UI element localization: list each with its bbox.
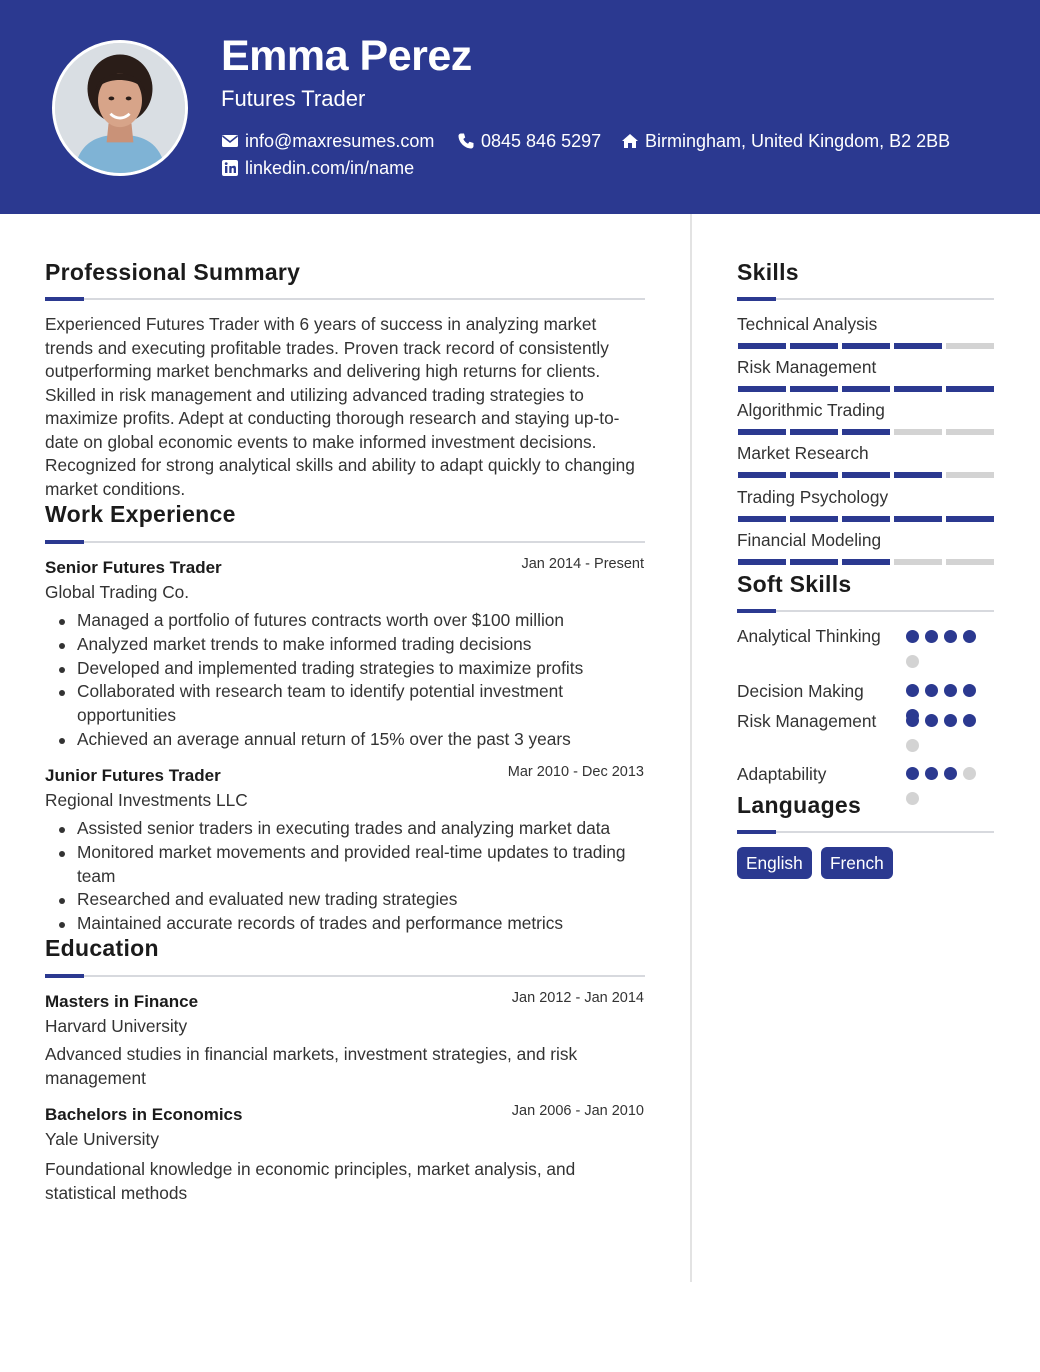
phone-text: 0845 846 5297 (481, 130, 602, 151)
experience-heading: Work Experience (45, 501, 236, 527)
list-item: Collaborated with research team to identify potential investment opportunities (45, 680, 645, 728)
skill-segment-empty (946, 429, 994, 435)
profile-photo-icon (55, 43, 185, 173)
skill-level-bar (738, 516, 994, 522)
list-item: Analyzed market trends to make informed trading decisions (45, 633, 645, 657)
skill-segment-empty (946, 559, 994, 565)
education-dates: Jan 2012 - Jan 2014 (511, 990, 644, 1006)
skill-segment-filled (790, 559, 838, 565)
skill-segment-filled (894, 343, 942, 349)
job-title: Senior Futures Trader (45, 558, 222, 577)
soft-skill-rating (906, 630, 982, 668)
skill-segment-filled (842, 429, 890, 435)
skill-segment-filled (738, 472, 786, 478)
skill-segment-filled (842, 386, 890, 392)
job-company: Global Trading Co. (45, 582, 190, 602)
skill-segment-filled (738, 516, 786, 522)
skill-segment-filled (946, 516, 994, 522)
rating-dot-filled (963, 714, 976, 727)
rating-dot-filled (963, 630, 976, 643)
skill-name: Financial Modeling (737, 530, 882, 550)
contact-location (621, 129, 950, 153)
skill-segment-filled (790, 472, 838, 478)
degree-title: Masters in Finance (45, 992, 199, 1011)
contact-email[interactable] (221, 129, 434, 153)
skill-level-bar (738, 559, 994, 565)
rating-dot-filled (906, 684, 919, 697)
skill-name: Market Research (737, 443, 869, 463)
job-bullets (45, 609, 645, 752)
location-text: Birmingham, United Kingdom, B2 2BB (645, 130, 951, 151)
home-icon (621, 132, 639, 150)
soft-skill-rating (906, 767, 982, 805)
skill-segment-filled (842, 516, 890, 522)
contact-phone[interactable] (457, 129, 601, 153)
skill-level-bar (738, 343, 994, 349)
school-name: Yale University (45, 1129, 159, 1149)
education-rule (45, 975, 645, 977)
skill-segment-filled (894, 516, 942, 522)
languages-rule (737, 831, 994, 833)
skill-segment-filled (738, 386, 786, 392)
rating-dot-filled (944, 767, 957, 780)
skill-segment-filled (790, 429, 838, 435)
rating-dot-filled (925, 684, 938, 697)
rating-dot-empty (906, 739, 919, 752)
skill-segment-filled (842, 472, 890, 478)
rating-dot-filled (925, 630, 938, 643)
skill-segment-filled (790, 386, 838, 392)
rating-dot-empty (906, 655, 919, 668)
list-item: Maintained accurate records of trades and performance metrics (45, 912, 645, 936)
linkedin-text: linkedin.com/in/name (245, 157, 415, 178)
skill-name: Technical Analysis (737, 314, 878, 334)
language-badge: French (821, 847, 893, 879)
skill-segment-empty (946, 472, 994, 478)
candidate-title: Futures Trader (221, 86, 366, 111)
rating-dot-empty (906, 792, 919, 805)
skill-name: Algorithmic Trading (737, 400, 885, 420)
summary-text: Experienced Futures Trader with 6 years of success in analyzing market trends and executing profitable trades. Proven track record of consistently outperforming market benchmarks and delivering high returns for clients. Skilled in risk management and utilizing advanced trading strategies to maximize profits. Adept at conducting thorough research and staying up-to-date on global economic events to make informed investment decisions. Recognized for strong analytical skills and ability to adapt quickly to changing market conditions. (45, 314, 635, 499)
skill-level-bar (738, 472, 994, 478)
rating-dot-filled (906, 767, 919, 780)
soft-skills-rule (737, 610, 994, 612)
skill-segment-filled (894, 386, 942, 392)
skill-segment-filled (738, 559, 786, 565)
contact-linkedin[interactable] (221, 156, 414, 180)
skill-segment-empty (946, 343, 994, 349)
skill-segment-filled (842, 559, 890, 565)
soft-skills-heading: Soft Skills (737, 571, 852, 597)
profile-photo (52, 40, 188, 176)
skill-segment-empty (894, 559, 942, 565)
rating-dot-filled (906, 630, 919, 643)
resume-header (0, 0, 1040, 214)
list-item: Developed and implemented trading strategies to maximize profits (45, 657, 645, 681)
phone-icon (457, 132, 475, 150)
skill-segment-filled (738, 429, 786, 435)
rating-dot-filled (963, 684, 976, 697)
skill-name: Trading Psychology (737, 487, 889, 507)
languages-heading: Languages (737, 792, 862, 818)
skill-name: Risk Management (737, 357, 877, 377)
envelope-icon (221, 132, 239, 150)
education-dates: Jan 2006 - Jan 2010 (511, 1103, 644, 1119)
list-item: Researched and evaluated new trading strategies (45, 888, 645, 912)
skill-level-bar (738, 429, 994, 435)
education-description: Advanced studies in financial markets, investment strategies, and risk management (45, 1044, 578, 1088)
skill-segment-filled (946, 386, 994, 392)
column-divider (690, 214, 692, 1282)
list-item: Assisted senior traders in executing trades and analyzing market data (45, 817, 645, 841)
degree-title: Bachelors in Economics (45, 1105, 243, 1124)
summary-rule (45, 298, 645, 300)
skills-heading: Skills (737, 259, 799, 285)
rating-dot-filled (925, 714, 938, 727)
job-dates: Mar 2010 - Dec 2013 (507, 764, 644, 780)
school-name: Harvard University (45, 1016, 188, 1036)
rating-dot-filled (944, 714, 957, 727)
summary-heading: Professional Summary (45, 259, 301, 285)
job-dates: Jan 2014 - Present (521, 556, 644, 572)
linkedin-icon (221, 159, 239, 177)
skill-segment-empty (894, 429, 942, 435)
list-item: Monitored market movements and provided real-time updates to trading team (45, 841, 645, 889)
job-title: Junior Futures Trader (45, 766, 221, 785)
soft-skill-name: Adaptability (737, 764, 827, 784)
education-heading: Education (45, 935, 159, 961)
list-item: Achieved an average annual return of 15% over the past 3 years (45, 728, 645, 752)
skill-segment-filled (738, 343, 786, 349)
skill-segment-filled (790, 343, 838, 349)
job-company: Regional Investments LLC (45, 790, 248, 810)
soft-skill-name: Risk Management (737, 711, 877, 731)
language-badge: English (737, 847, 812, 879)
email-text: info@maxresumes.com (245, 130, 435, 151)
rating-dot-filled (906, 714, 919, 727)
rating-dot-filled (925, 767, 938, 780)
experience-rule (45, 541, 645, 543)
rating-dot-filled (944, 684, 957, 697)
soft-skill-name: Analytical Thinking (737, 626, 881, 646)
skill-segment-filled (790, 516, 838, 522)
candidate-name: Emma Perez (221, 32, 472, 80)
rating-dot-empty (963, 767, 976, 780)
job-bullets (45, 817, 645, 936)
skill-segment-filled (842, 343, 890, 349)
soft-skill-name: Decision Making (737, 681, 864, 701)
list-item: Managed a portfolio of futures contracts worth over $100 million (45, 609, 645, 633)
skill-segment-filled (894, 472, 942, 478)
skills-rule (737, 298, 994, 300)
education-description: Foundational knowledge in economic principles, market analysis, and statistical methods (45, 1159, 576, 1203)
soft-skill-rating (906, 714, 982, 752)
rating-dot-filled (944, 630, 957, 643)
skill-level-bar (738, 386, 994, 392)
